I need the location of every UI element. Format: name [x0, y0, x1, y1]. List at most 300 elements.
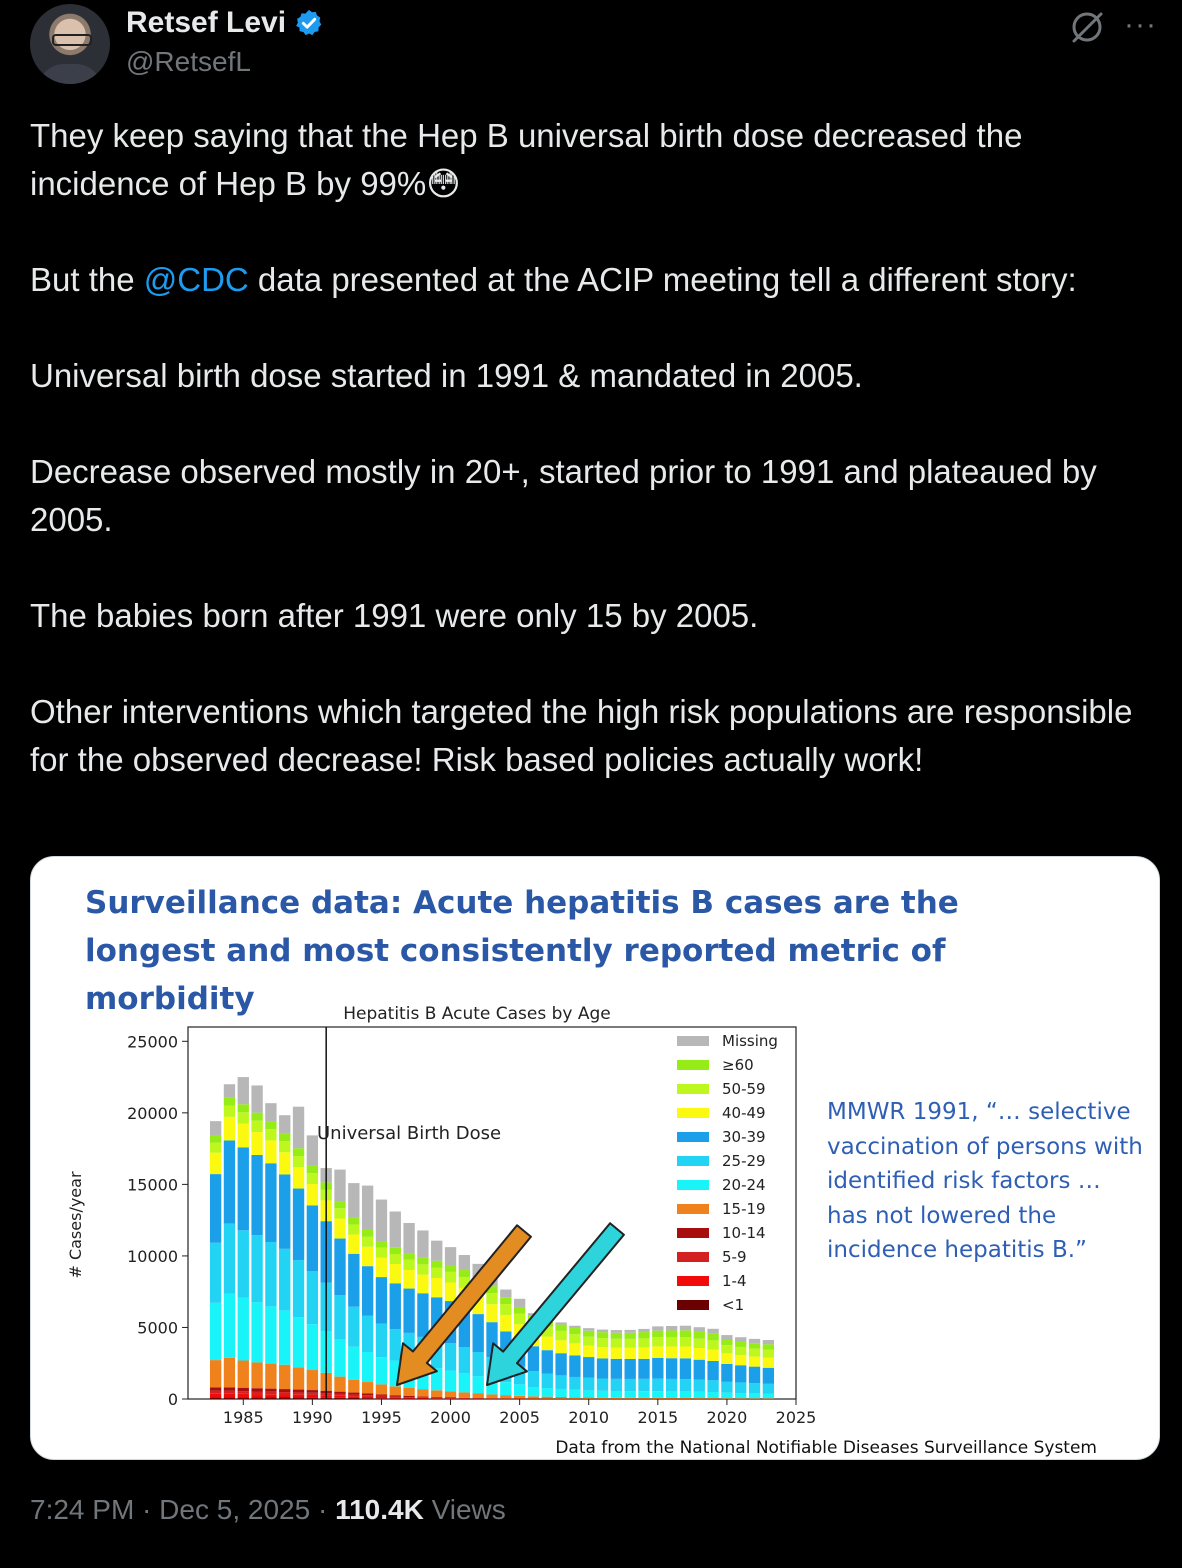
- chart-legend: [677, 1032, 778, 1314]
- bar-segment: [279, 1141, 290, 1152]
- bar-segment: [362, 1247, 373, 1266]
- bar-segment: [251, 1388, 262, 1391]
- bar-segment: [251, 1235, 262, 1302]
- bar-segment: [348, 1380, 359, 1393]
- x-tick-label: 1985: [222, 1408, 264, 1427]
- bar-segment: [431, 1398, 442, 1399]
- bar-segment: [680, 1391, 691, 1398]
- bar-segment: [735, 1347, 746, 1355]
- bar-segment: [334, 1295, 345, 1339]
- bar-segment: [417, 1275, 428, 1294]
- bar-segment: [611, 1348, 622, 1359]
- bar-segment: [279, 1389, 290, 1392]
- bar-segment: [431, 1397, 442, 1398]
- bar-segment: [625, 1398, 636, 1399]
- bar-segment: [638, 1332, 649, 1338]
- bar-segment: [334, 1396, 345, 1398]
- bar-segment: [763, 1350, 774, 1358]
- bar-segment: [721, 1340, 732, 1346]
- bar-segment: [376, 1397, 387, 1398]
- bar-segment: [652, 1331, 663, 1337]
- bar-segment: [555, 1325, 566, 1331]
- bar-segment: [265, 1121, 276, 1129]
- bar-segment: [417, 1264, 428, 1274]
- bar-segment: [680, 1326, 691, 1331]
- bar-segment: [597, 1347, 608, 1358]
- bar-segment: [376, 1324, 387, 1358]
- bar-segment: [334, 1394, 345, 1396]
- legend-swatch: [677, 1300, 709, 1310]
- bar-segment: [707, 1361, 718, 1380]
- bar-segment: [293, 1167, 304, 1188]
- bar-segment: [763, 1340, 774, 1344]
- legend-swatch: [677, 1108, 709, 1118]
- bar-segment: [334, 1377, 345, 1392]
- bar-segment: [694, 1360, 705, 1380]
- bar-segment: [293, 1148, 304, 1156]
- bar-segment: [376, 1277, 387, 1324]
- bar-segment: [390, 1254, 401, 1264]
- bar-segment: [403, 1398, 414, 1399]
- bar-segment: [666, 1379, 677, 1391]
- bar-segment: [597, 1330, 608, 1333]
- bar-segment: [307, 1184, 318, 1205]
- bar-segment: [486, 1394, 497, 1398]
- bar-segment: [403, 1289, 414, 1333]
- bar-segment: [707, 1334, 718, 1341]
- bar-segment: [403, 1223, 414, 1253]
- bar-segment: [362, 1395, 373, 1396]
- bar-segment: [417, 1397, 428, 1398]
- bar-segment: [486, 1293, 497, 1304]
- bar-segment: [611, 1333, 622, 1339]
- bar-segment: [403, 1270, 414, 1289]
- bar-segment: [707, 1350, 718, 1361]
- bar-segment: [348, 1217, 359, 1224]
- bar-segment: [735, 1393, 746, 1398]
- bar-segment: [735, 1355, 746, 1365]
- bar-segment: [265, 1389, 276, 1392]
- bar-segment: [362, 1352, 373, 1382]
- chart-title: Hepatitis B Acute Cases by Age: [343, 1004, 611, 1024]
- bar-segment: [445, 1265, 456, 1272]
- bar-segment: [625, 1391, 636, 1398]
- bar-segment: [666, 1337, 677, 1346]
- bar-segment: [265, 1397, 276, 1399]
- bar-segment: [721, 1353, 732, 1364]
- bar-segment: [597, 1379, 608, 1391]
- tweet-line: [30, 256, 1160, 304]
- bar-segment: [390, 1211, 401, 1247]
- bar-segment: [569, 1377, 580, 1390]
- legend-swatch: [677, 1252, 709, 1262]
- bar-segment: [763, 1358, 774, 1368]
- bar-segment: [473, 1352, 484, 1376]
- bar-segment: [459, 1392, 470, 1397]
- bar-segment: [514, 1307, 525, 1314]
- bar-segment: [500, 1304, 511, 1315]
- bar-segment: [307, 1390, 318, 1393]
- bar-segment: [583, 1378, 594, 1391]
- bar-segment: [417, 1398, 428, 1399]
- bar-segment: [500, 1395, 511, 1398]
- legend-swatch: [677, 1228, 709, 1238]
- bar-segment: [238, 1104, 249, 1112]
- bar-segment: [542, 1350, 553, 1374]
- bar-segment: [307, 1398, 318, 1399]
- legend-swatch: [677, 1156, 709, 1166]
- bar-segment: [528, 1371, 539, 1387]
- bar-segment: [569, 1326, 580, 1328]
- tweet-line: Decrease observed mostly in 20+, started prior to 1991 and plateaued by 2005.: [30, 453, 1097, 538]
- bar-segment: [390, 1283, 401, 1329]
- bar-segment: [749, 1383, 760, 1393]
- bar-segment: [210, 1397, 221, 1399]
- bar-segment: [694, 1392, 705, 1398]
- y-tick-label: 15000: [127, 1175, 178, 1195]
- bar-segment: [666, 1391, 677, 1398]
- bar-segment: [735, 1398, 746, 1399]
- bar-segment: [431, 1390, 442, 1397]
- bar-segment: [348, 1307, 359, 1347]
- bar-segment: [279, 1152, 290, 1174]
- bar-segment: [638, 1347, 649, 1358]
- bar-segment: [224, 1084, 235, 1098]
- bar-segment: [224, 1106, 235, 1117]
- bar-segment: [334, 1339, 345, 1376]
- bar-segment: [597, 1358, 608, 1378]
- bar-segment: [583, 1390, 594, 1397]
- bar-segment: [251, 1121, 262, 1132]
- bar-segment: [514, 1314, 525, 1325]
- bar-segment: [666, 1346, 677, 1358]
- bar-segment: [376, 1258, 387, 1277]
- bar-segment: [279, 1394, 290, 1397]
- bar-segment: [749, 1357, 760, 1367]
- bar-segment: [376, 1398, 387, 1399]
- bar-segment: [694, 1380, 705, 1392]
- bar-segment: [334, 1208, 345, 1218]
- bar-segment: [362, 1397, 373, 1399]
- legend-label: ≥60: [722, 1056, 754, 1074]
- bar-segment: [224, 1387, 235, 1391]
- bar-segment: [376, 1394, 387, 1395]
- bar-segment: [293, 1392, 304, 1394]
- bar-segment: [638, 1379, 649, 1391]
- bar-segment: [265, 1364, 276, 1389]
- bar-segment: [279, 1397, 290, 1399]
- bar-segment: [293, 1390, 304, 1393]
- bar-segment: [238, 1361, 249, 1388]
- legend-label: Missing: [722, 1032, 778, 1050]
- bar-segment: [528, 1387, 539, 1396]
- bar-segment: [666, 1326, 677, 1330]
- bar-segment: [707, 1380, 718, 1392]
- data-source-note: Data from the National Notifiable Diseases Surveillance System: [555, 1438, 1097, 1458]
- bar-segment: [417, 1397, 428, 1398]
- bar-segment: [652, 1379, 663, 1392]
- bar-segment: [334, 1219, 345, 1239]
- bar-segment: [390, 1397, 401, 1398]
- bar-segment: [763, 1398, 774, 1399]
- legend-label: 25-29: [722, 1152, 766, 1170]
- bar-segment: [500, 1297, 511, 1304]
- tweet-meta: 7:24 PM · Dec 5, 2025 · 110.4K Views: [30, 1494, 506, 1525]
- bar-segment: [721, 1382, 732, 1393]
- bar-segment: [376, 1357, 387, 1384]
- legend-label: <1: [722, 1296, 745, 1314]
- bar-segment: [749, 1398, 760, 1399]
- bar-segment: [210, 1135, 221, 1142]
- bar-segment: [514, 1396, 525, 1399]
- bar-segment: [625, 1339, 636, 1348]
- universal-birth-dose-label: Universal Birth Dose: [317, 1123, 502, 1144]
- y-tick-label: 5000: [137, 1318, 178, 1338]
- bar-segment: [348, 1234, 359, 1253]
- bar-segment: [376, 1248, 387, 1258]
- bar-segment: [459, 1373, 470, 1392]
- bar-segment: [279, 1133, 290, 1141]
- bar-segment: [210, 1391, 221, 1394]
- views-label: Views: [431, 1494, 506, 1525]
- bar-segment: [362, 1230, 373, 1237]
- bar-segment: [390, 1395, 401, 1396]
- bar-segment: [735, 1337, 746, 1341]
- bar-segment: [763, 1384, 774, 1394]
- legend-swatch: [677, 1276, 709, 1286]
- bar-segment: [403, 1396, 414, 1397]
- bar-segment: [611, 1391, 622, 1398]
- bar-segment: [763, 1394, 774, 1399]
- bar-segment: [224, 1358, 235, 1387]
- bar-segment: [238, 1124, 249, 1148]
- bar-segment: [403, 1388, 414, 1396]
- bar-segment: [459, 1270, 470, 1277]
- x-tick-label: 2010: [568, 1408, 610, 1427]
- bar-segment: [555, 1375, 566, 1389]
- bar-segment: [390, 1398, 401, 1399]
- bar-segment: [569, 1334, 580, 1343]
- cdc-mention-link[interactable]: @CDC: [143, 261, 249, 298]
- bar-segment: [293, 1189, 304, 1261]
- bar-segment: [251, 1113, 262, 1121]
- bar-segment: [348, 1396, 359, 1398]
- bar-segment: [638, 1359, 649, 1379]
- bar-segment: [542, 1374, 553, 1388]
- bar-segment: [251, 1362, 262, 1388]
- bar-segment: [445, 1397, 456, 1398]
- bar-segment: [265, 1163, 276, 1242]
- tweet-line: The babies born after 1991 were only 15 by 2005.: [30, 597, 759, 634]
- bar-segment: [707, 1398, 718, 1399]
- bar-segment: [293, 1156, 304, 1167]
- bar-segment: [694, 1327, 705, 1332]
- bar-segment: [390, 1264, 401, 1283]
- chart-y-axis-label: # Cases/year: [66, 1171, 85, 1279]
- bar-segment: [721, 1393, 732, 1398]
- bar-segment: [210, 1394, 221, 1398]
- bar-segment: [238, 1077, 249, 1104]
- bar-segment: [707, 1340, 718, 1349]
- bar-segment: [583, 1331, 594, 1337]
- bar-segment: [666, 1358, 677, 1379]
- bar-segment: [694, 1398, 705, 1399]
- bar-segment: [611, 1398, 622, 1399]
- bar-segment: [638, 1329, 649, 1332]
- tweet-text: [30, 112, 1160, 784]
- bar-segment: [265, 1394, 276, 1397]
- bar-segment: [694, 1348, 705, 1360]
- bar-segment: [417, 1389, 428, 1396]
- bar-segment: [279, 1115, 290, 1133]
- bar-segment: [486, 1304, 497, 1322]
- bar-segment: [348, 1254, 359, 1307]
- bar-segment: [362, 1316, 373, 1352]
- bar-segment: [307, 1173, 318, 1184]
- bar-segment: [459, 1347, 470, 1373]
- bar-segment: [583, 1337, 594, 1346]
- bar-segment: [238, 1230, 249, 1297]
- bar-segment: [265, 1392, 276, 1395]
- bar-segment: [611, 1339, 622, 1348]
- bar-segment: [251, 1394, 262, 1397]
- bar-segment: [238, 1147, 249, 1230]
- bar-segment: [224, 1223, 235, 1293]
- bar-segment: [224, 1397, 235, 1399]
- bar-segment: [680, 1398, 691, 1399]
- slide-title: Surveillance data: Acute hepatitis B cases are the longest and most consistently reported metric of morbidity: [85, 885, 959, 1017]
- bar-segment: [625, 1348, 636, 1359]
- bar-segment: [583, 1328, 594, 1331]
- author-name[interactable]: Retsef Levi: [126, 6, 287, 39]
- bar-segment: [652, 1346, 663, 1357]
- bar-segment: [348, 1347, 359, 1380]
- bar-segment: [680, 1358, 691, 1379]
- legend-label: 1-4: [722, 1272, 747, 1290]
- bar-segment: [334, 1170, 345, 1201]
- bar-segment: [403, 1253, 414, 1260]
- bar-segment: [348, 1398, 359, 1399]
- grok-icon[interactable]: [1068, 8, 1106, 46]
- bar-segment: [680, 1379, 691, 1391]
- bar-segment: [597, 1338, 608, 1347]
- bar-segment: [500, 1315, 511, 1331]
- bar-segment: [307, 1271, 318, 1324]
- bar-segment: [431, 1278, 442, 1297]
- bar-segment: [251, 1155, 262, 1235]
- avatar[interactable]: [30, 4, 110, 84]
- verified-badge-icon: [294, 8, 324, 38]
- bar-segment: [652, 1326, 663, 1330]
- bar-segment: [569, 1390, 580, 1397]
- bar-segment: [210, 1387, 221, 1391]
- bar-segment: [376, 1396, 387, 1397]
- bar-segment: [390, 1386, 401, 1395]
- bar-segment: [210, 1360, 221, 1387]
- legend-label: 15-19: [722, 1200, 766, 1218]
- tweet-time[interactable]: 7:24 PM: [30, 1494, 135, 1525]
- bar-segment: [238, 1388, 249, 1391]
- bar-segment: [555, 1340, 566, 1353]
- bar-segment: [652, 1358, 663, 1379]
- bar-segment: [528, 1346, 539, 1371]
- bar-segment: [473, 1314, 484, 1352]
- bar-segment: [611, 1379, 622, 1391]
- bar-segment: [348, 1395, 359, 1397]
- bar-segment: [251, 1302, 262, 1362]
- bar-segment: [638, 1398, 649, 1399]
- bar-segment: [417, 1293, 428, 1337]
- bar-segment: [265, 1242, 276, 1306]
- bar-segment: [279, 1365, 290, 1389]
- y-tick-label: 0: [167, 1390, 178, 1409]
- avatar-shirt: [38, 64, 102, 84]
- bar-segment: [680, 1330, 691, 1337]
- bar-segment: [569, 1328, 580, 1334]
- bar-segment: [348, 1393, 359, 1395]
- tweet-date[interactable]: Dec 5, 2025: [159, 1494, 311, 1525]
- bar-segment: [251, 1391, 262, 1394]
- bar-segment: [749, 1339, 760, 1343]
- y-tick-label: 25000: [127, 1032, 178, 1052]
- bar-segment: [210, 1174, 221, 1243]
- more-icon[interactable]: ···: [1124, 8, 1157, 41]
- x-tick-label: 1990: [292, 1408, 333, 1427]
- bar-segment: [666, 1330, 677, 1337]
- bar-segment: [749, 1349, 760, 1357]
- bar-segment: [224, 1391, 235, 1394]
- bar-segment: [763, 1368, 774, 1384]
- bar-segment: [265, 1140, 276, 1163]
- bar-segment: [307, 1370, 318, 1390]
- legend-swatch: [677, 1204, 709, 1214]
- bar-segment: [238, 1112, 249, 1123]
- x-tick-label: 1995: [361, 1408, 402, 1427]
- bar-segment: [735, 1365, 746, 1382]
- tweet-line: incidence of Hep B by 99%😳: [30, 165, 461, 202]
- bar-segment: [445, 1343, 456, 1370]
- legend-label: 10-14: [722, 1224, 766, 1242]
- y-tick-label: 10000: [127, 1246, 178, 1266]
- bar-segment: [514, 1299, 525, 1307]
- x-tick-label: 2025: [775, 1408, 817, 1427]
- bar-segment: [459, 1255, 470, 1270]
- bar-segment: [597, 1332, 608, 1338]
- bar-segment: [611, 1359, 622, 1379]
- bar-segment: [473, 1376, 484, 1393]
- bar-segment: [611, 1330, 622, 1333]
- bar-segment: [238, 1394, 249, 1397]
- author-handle[interactable]: @RetsefL: [126, 46, 251, 77]
- bar-segment: [210, 1121, 221, 1135]
- bar-segment: [749, 1367, 760, 1383]
- bar-segment: [362, 1186, 373, 1230]
- bar-segment: [694, 1339, 705, 1348]
- bar-segment: [224, 1294, 235, 1358]
- bar-segment: [293, 1317, 304, 1367]
- legend-swatch: [677, 1060, 709, 1070]
- attached-image[interactable]: [30, 856, 1160, 1460]
- bar-segment: [583, 1357, 594, 1378]
- tweet-line: Universal birth dose started in 1991 & mandated in 2005.: [30, 357, 863, 394]
- bar-segment: [238, 1298, 249, 1361]
- bar-segment: [307, 1395, 318, 1398]
- bar-segment: [555, 1389, 566, 1397]
- bar-segment: [721, 1335, 732, 1339]
- bar-segment: [721, 1345, 732, 1353]
- bar-segment: [279, 1310, 290, 1364]
- views-count: 110.4K: [335, 1494, 424, 1525]
